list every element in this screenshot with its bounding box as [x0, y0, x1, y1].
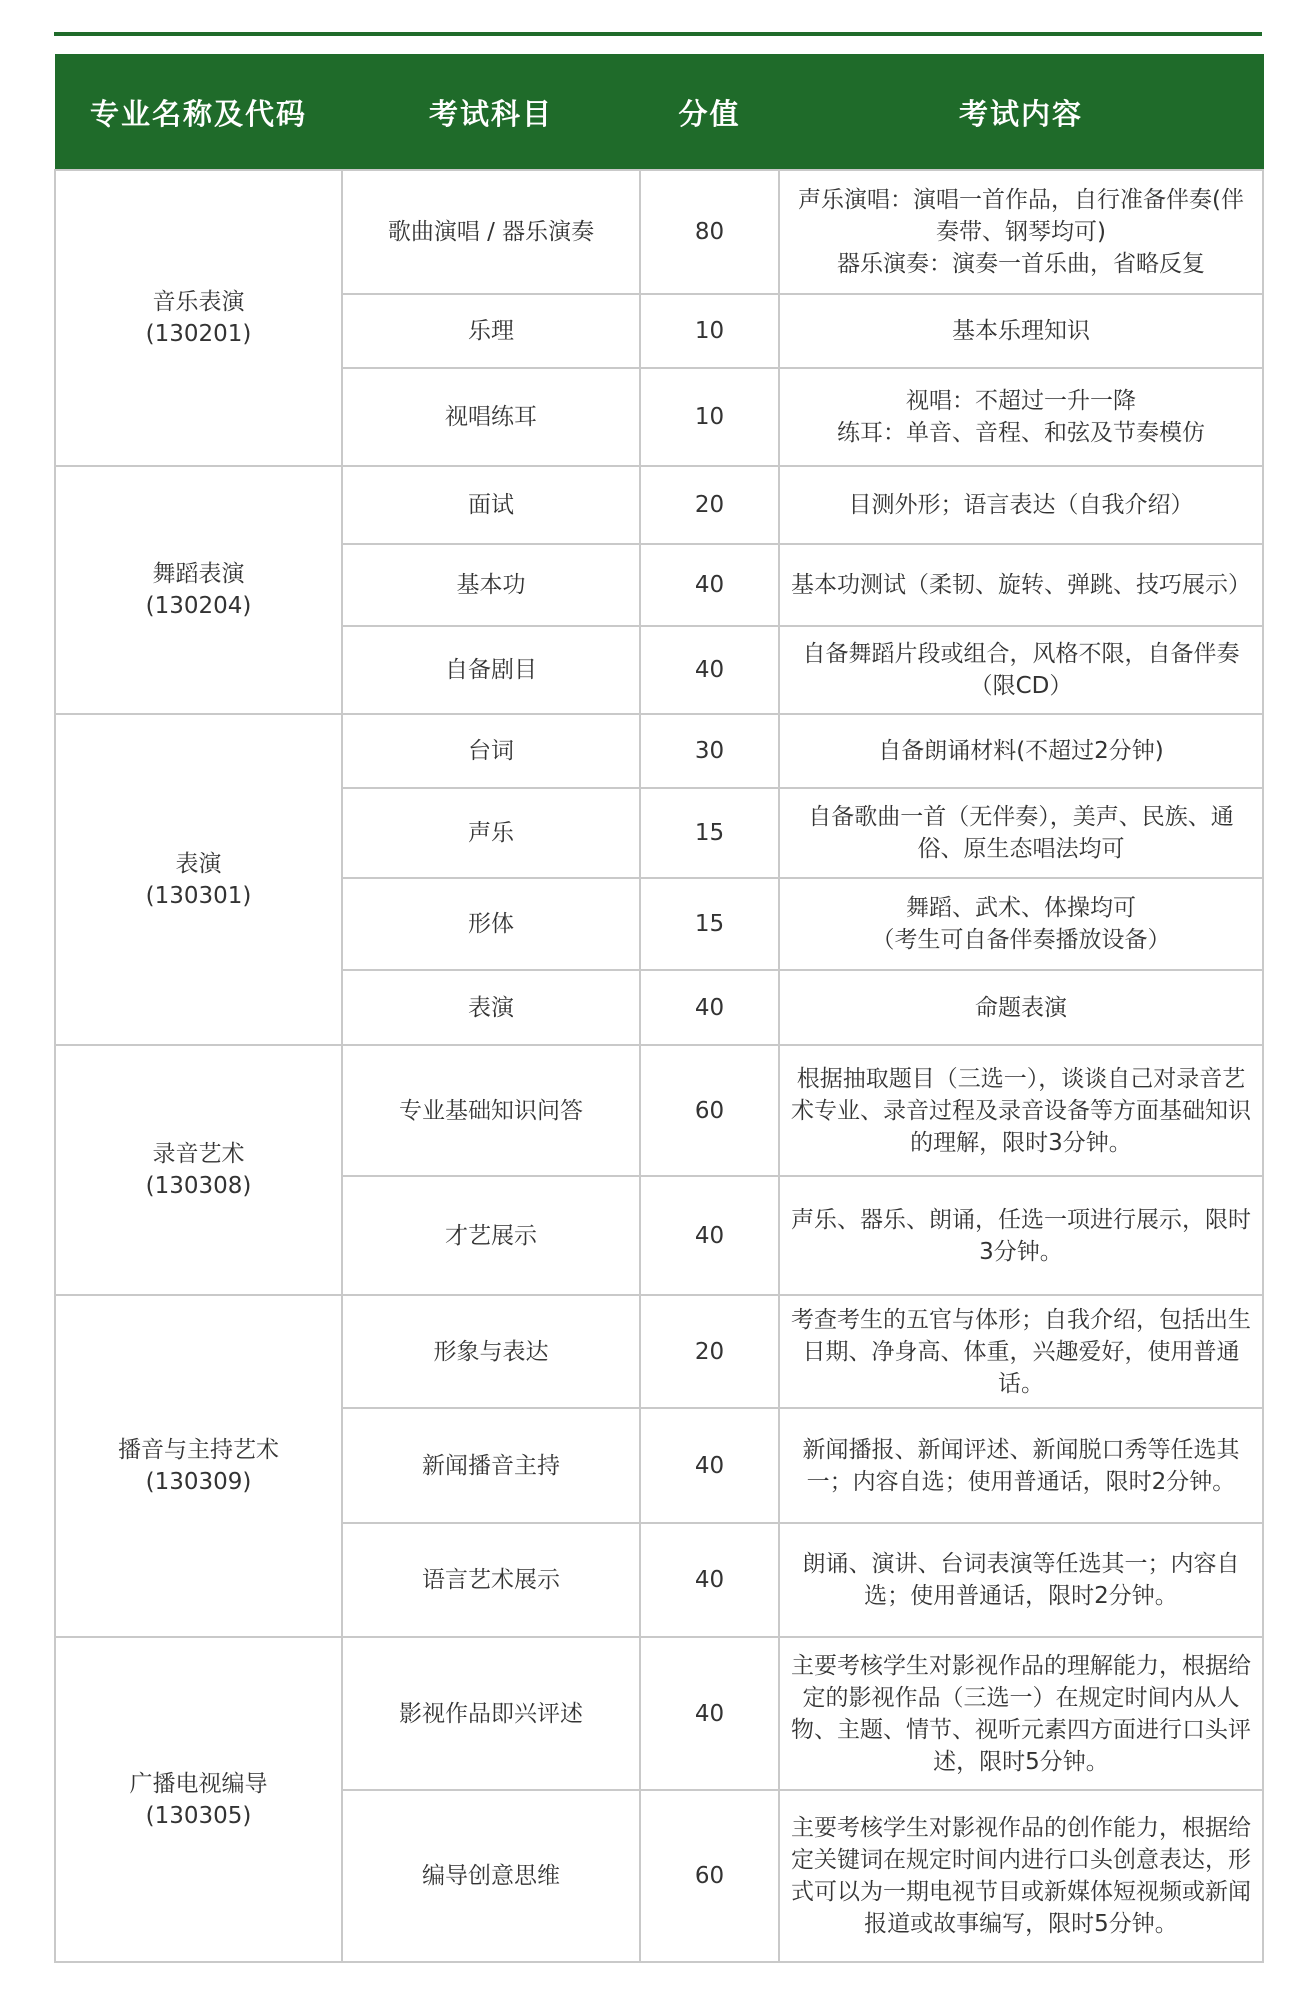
major-name: 音乐表演 — [152, 289, 245, 315]
score-cell: 30 — [640, 714, 779, 788]
table-row — [55, 714, 1263, 788]
content-cell — [779, 1523, 1263, 1637]
content-line: 自备朗诵材料(不超过2分钟) — [878, 738, 1164, 764]
score-cell: 40 — [640, 544, 779, 626]
content-line: 主要考核学生对影视作品的理解能力，根据给定的影视作品（三选一）在规定时间内从人物、主题、情节、视听元素四方面进行口头评述，限时5分钟。 — [791, 1652, 1251, 1775]
major-name: 广播电视编导 — [129, 1770, 268, 1797]
subject-cell: 自备剧目 — [342, 626, 640, 714]
content-line: 舞蹈、武术、体操均可 — [906, 895, 1136, 921]
content-cell — [779, 368, 1263, 466]
content-line: 根据抽取题目（三选一），谈谈自己对录音艺术专业、录音过程及录音设备等方面基础知识的理解，限时3分钟。 — [791, 1065, 1251, 1156]
score-cell: 60 — [640, 1790, 779, 1962]
major-code: (130301) — [145, 882, 252, 909]
content-line: 基本乐理知识 — [952, 318, 1090, 344]
subject-cell: 编导创意思维 — [342, 1790, 640, 1962]
subject-cell: 乐理 — [342, 294, 640, 368]
major-cell — [55, 1045, 342, 1295]
content-line: 目测外形；语言表达（自我介绍） — [848, 492, 1194, 518]
table-header-row — [55, 55, 1263, 171]
subject-cell: 专业基础知识问答 — [342, 1045, 640, 1176]
content-cell — [779, 878, 1263, 970]
table-row — [55, 1045, 1263, 1176]
exam-table-container — [54, 54, 1262, 1963]
content-cell — [779, 1408, 1263, 1523]
header-major: 专业名称及代码 — [55, 55, 342, 171]
score-cell: 40 — [640, 1408, 779, 1523]
content-line: 考查考生的五官与体形；自我介绍，包括出生日期、净身高、体重，兴趣爱好，使用普通话。 — [791, 1306, 1251, 1397]
score-cell: 40 — [640, 626, 779, 714]
header-content: 考试内容 — [779, 55, 1263, 171]
score-cell: 40 — [640, 970, 779, 1045]
content-cell — [779, 970, 1263, 1045]
subject-cell: 面试 — [342, 466, 640, 544]
content-cell — [779, 466, 1263, 544]
score-cell: 80 — [640, 170, 779, 294]
score-cell: 20 — [640, 1295, 779, 1408]
content-line: （考生可自备伴奏播放设备） — [871, 927, 1171, 953]
major-code: (130309) — [145, 1469, 252, 1495]
score-cell: 15 — [640, 878, 779, 970]
major-code: (130204) — [145, 593, 252, 619]
content-cell — [779, 714, 1263, 788]
content-cell — [779, 1295, 1263, 1408]
content-line: 自备舞蹈片段或组合，风格不限，自备伴奏（限CD） — [802, 641, 1240, 699]
content-line: 声乐、器乐、朗诵，任选一项进行展示，限时3分钟。 — [791, 1206, 1251, 1265]
header-subject: 考试科目 — [342, 55, 640, 171]
score-cell: 10 — [640, 368, 779, 466]
subject-cell: 基本功 — [342, 544, 640, 626]
top-divider — [54, 32, 1262, 36]
content-cell — [779, 1637, 1263, 1790]
content-cell — [779, 1045, 1263, 1176]
major-code: (130305) — [145, 1802, 252, 1829]
table-row — [55, 466, 1263, 544]
content-line: 声乐演唱：演唱一首作品，自行准备伴奏(伴奏带、钢琴均可) — [798, 187, 1244, 245]
content-line: 器乐演奏：演奏一首乐曲，省略反复 — [837, 251, 1205, 277]
content-cell — [779, 1176, 1263, 1295]
subject-cell: 形象与表达 — [342, 1295, 640, 1408]
header-score: 分值 — [640, 55, 779, 171]
subject-cell: 才艺展示 — [342, 1176, 640, 1295]
content-line: 练耳：单音、音程、和弦及节奏模仿 — [837, 420, 1205, 446]
score-cell: 15 — [640, 788, 779, 878]
subject-cell: 台词 — [342, 714, 640, 788]
major-name: 舞蹈表演 — [152, 561, 245, 587]
subject-cell: 歌曲演唱 / 器乐演奏 — [342, 170, 640, 294]
subject-cell: 影视作品即兴评述 — [342, 1637, 640, 1790]
content-cell — [779, 1790, 1263, 1962]
table-body — [55, 170, 1263, 1962]
score-cell: 20 — [640, 466, 779, 544]
content-line: 朗诵、演讲、台词表演等任选其一；内容自选；使用普通话，限时2分钟。 — [802, 1551, 1240, 1609]
content-cell — [779, 544, 1263, 626]
table-row — [55, 170, 1263, 294]
subject-cell: 声乐 — [342, 788, 640, 878]
content-line: 命题表演 — [975, 994, 1067, 1021]
major-code: (130308) — [145, 1173, 252, 1199]
major-cell — [55, 1295, 342, 1637]
content-line: 主要考核学生对影视作品的创作能力，根据给定关键词在规定时间内进行口头创意表达，形式可以为一期电视节目或新媒体短视频或新闻报道或故事编写，限时5分钟。 — [791, 1815, 1251, 1937]
content-cell — [779, 788, 1263, 878]
table-row — [55, 1295, 1263, 1408]
major-cell — [55, 1637, 342, 1962]
major-name: 表演 — [175, 850, 222, 877]
subject-cell: 视唱练耳 — [342, 368, 640, 466]
major-name: 录音艺术 — [152, 1141, 245, 1167]
major-name: 播音与主持艺术 — [118, 1437, 279, 1463]
table-row — [55, 1637, 1263, 1790]
score-cell: 40 — [640, 1523, 779, 1637]
major-cell — [55, 170, 342, 466]
subject-cell: 表演 — [342, 970, 640, 1045]
score-cell: 60 — [640, 1045, 779, 1176]
subject-cell: 形体 — [342, 878, 640, 970]
exam-table — [54, 54, 1264, 1963]
content-line: 新闻播报、新闻评述、新闻脱口秀等任选其一；内容自选；使用普通话，限时2分钟。 — [802, 1436, 1240, 1495]
content-line: 自备歌曲一首（无伴奏），美声、民族、通俗、原生态唱法均可 — [808, 804, 1234, 862]
score-cell: 10 — [640, 294, 779, 368]
subject-cell: 语言艺术展示 — [342, 1523, 640, 1637]
major-cell — [55, 466, 342, 714]
major-code: (130201) — [145, 321, 252, 347]
subject-cell: 新闻播音主持 — [342, 1408, 640, 1523]
content-cell — [779, 626, 1263, 714]
score-cell: 40 — [640, 1637, 779, 1790]
major-cell — [55, 714, 342, 1045]
content-cell — [779, 294, 1263, 368]
content-line: 视唱：不超过一升一降 — [906, 388, 1136, 414]
content-line: 基本功测试（柔韧、旋转、弹跳、技巧展示） — [791, 572, 1251, 598]
score-cell: 40 — [640, 1176, 779, 1295]
content-cell — [779, 170, 1263, 294]
